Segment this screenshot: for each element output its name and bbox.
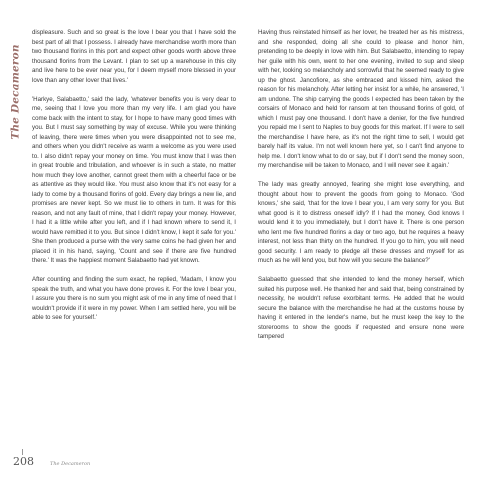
paragraph: Having thus reinstated himself as her lover, he treated her as his mistress, and she responded, doing all she could to please and honor him, pretending to be deeply in love with him. But Salabaetto, intending to repay her guile with his own, went to her one evening, invited to sup and sleep with her, looking so melancholy and sorrowful that he seemed ready to give up the ghost. Jancofiore, as she embraced and kissed him, asked the reason for his melancholy. After letting her insist for a while, he answered, 'I am undone. The ship carrying the goods I expected has been taken by the corsairs of Monaco and held for ransom at ten thousand florins of gold, of which I must pay one thousand. I don't have a denier, for the five hundred you repaid me I sent to Naples to buy goods for this market. If I were to sell the merchandise I have here, as it's not the right time to sell, I would get barely half its value. I'm not well known here yet, so I can't find anyone to help me. I don't know what to do or say, but if I don't send the money soon, my merchandise will be taken to Monaco, and I will never see it again.' [258,29,464,170]
running-title [1,44,31,140]
footer-title: The Decameron [50,461,91,467]
paragraph: After counting and finding the sum exact, he replied, 'Madam, I know you speak the truth, and what you have done proves it. For the love I bear you, I assure you there is no sum you might ask of me in any time of need that I wouldn't provide if it were in my power. When I am settled here, you will be able to see for yourself.' [32,276,236,322]
page-footer [13,449,133,477]
paragraph: Salabaetto guessed that she intended to lend the money herself, which suited his purpose well. He thanked her and said that, being constrained by necessity, he wouldn't refuse exorbitant terms. He added that he would secure the balance with the merchandise he had at the customs house by having it entered in the lender's name, but he must keep the key to the storerooms to show the goods if requested and ensure none were tampered [258,276,464,341]
paragraph: 'Harkye, Salabaetto,' said the lady, 'whatever benefits you is very dear to me, seeing that I love you more than my very life. I am glad you have come back with the intent to stay, for I hope to have many good times with you. But I must say something by way of excuse. While you were thinking of leaving, there were times when you were disappointed not to see me, and others when you didn't receive as warm a welcome as you were used to. I also didn't repay your money on time. You must know that I was then in great trouble and tribulation, and whoever is in such a state, no matter how much they love another, cannot greet them with a cheerful face or be as attentive as they would like. You must also know that it's not easy for a lady to come by a thousand florins of gold. Every day brings a new lie, and promises are never kept. So we must lie to others in turn. It was for this reason, and not any fault of mine, that I didn't repay your money. However, I had it a little while after you left, and if I had known where to send it, I would have remitted it to you. But since I didn't know, I kept it safe for you.' She then produced a purse with the very same coins he had given her and placed it in his hand, saying, 'Count and see if there are five hundred there.' It was the happiest moment Salabaetto had yet known. [32,95,236,265]
paragraph: displeasure. Such and so great is the love I bear you that I have sold the best part of all that I possess. I already have merchandise worth more than two thousand florins in this port and expect other goods worth above three thousand florins from the Levant. I plan to set up a warehouse in this city and live here to be ever near you, for I deem myself more blessed in your love than any other lover that lives.' [32,29,236,84]
right-column [258,28,464,351]
running-title-text: The Decameron [10,44,23,140]
paragraph: The lady was greatly annoyed, fearing she might lose everything, and thought about how to prevent the goods from going to Monaco. 'God knows,' she said, 'that for the love I bear you, I am very sorry for you. But what good is it to distress oneself idly? If I had the money, God knows I would lend it to you immediately, but I don't have it. There is one person who lent me five hundred florins a day or two ago, but he requires a heavy interest, not less than thirty on the hundred. If you go to him, you will need good security. I am ready to pledge all these dresses and myself for as much as he will lend you, but how will you secure the balance?' [258,181,464,265]
page-number: 208 [13,455,34,468]
left-column [32,28,236,332]
